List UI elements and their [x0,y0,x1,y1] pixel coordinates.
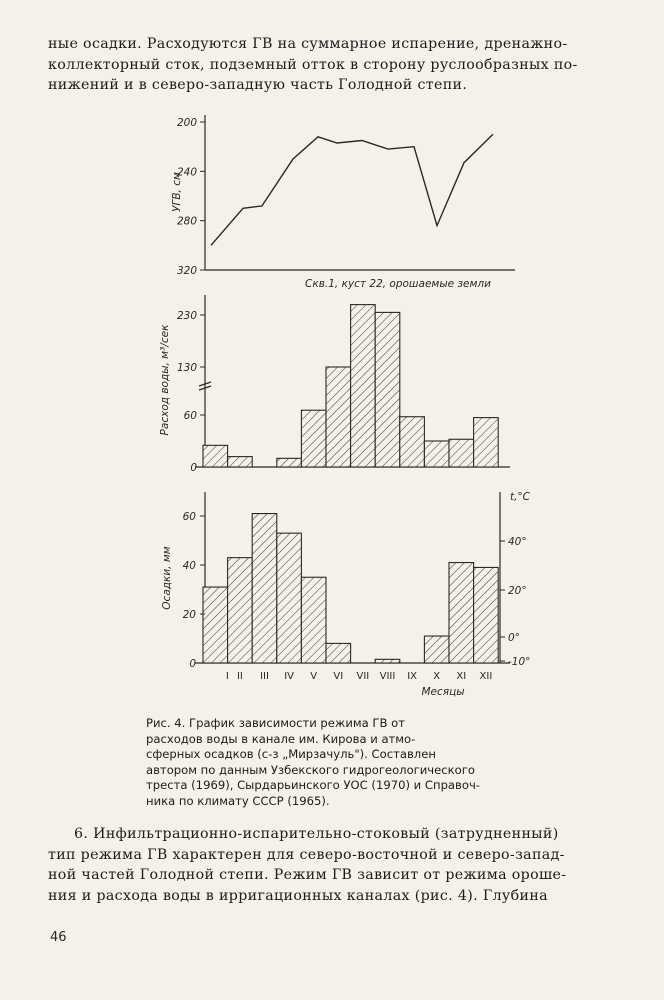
text-line: коллекторный сток, подземный отток в сторону руслообразных по- [48,56,578,73]
temperature-tick-label: -10° [508,656,531,668]
text-line: ния и расхода воды в ирригационных каналах (рис. 4). Глубина [48,887,548,904]
y-tick-label: 20 [182,609,196,621]
month-label: IV [284,671,294,682]
page-number: 46 [50,930,67,945]
precipitation-bar [252,514,277,663]
y-axis-label: Расход воды, м³/сек [159,324,171,436]
discharge-bar [400,417,425,467]
discharge-bar [474,418,499,467]
precipitation-bar [424,636,449,663]
caption-line: треста (1969), Сырдарьинского УОС (1970) и Справоч- [146,778,480,792]
precipitation-bar [326,643,351,663]
precipitation-bar [301,577,326,663]
discharge-bar [375,312,400,467]
month-label: II [236,671,243,682]
precipitation-bar [277,533,302,663]
precipitation-bar [449,563,474,663]
precipitation-bar [375,659,400,663]
y-tick-label: 230 [176,310,197,322]
month-label: XII [479,671,493,682]
y-tick-label: 0 [189,658,196,670]
y-tick-label: 0 [190,462,197,474]
y-tick-label: 40 [182,560,196,572]
discharge-bar [424,441,449,467]
discharge-bar [301,410,326,467]
y-axis-label: УГВ, см [171,172,183,212]
x-axis-label: Месяцы [421,686,465,698]
text-line: нижений и в северо-западную часть Голодной степи. [48,77,468,93]
month-label: X [433,671,441,682]
y-tick-label: 240 [176,166,197,179]
precipitation-chart [161,491,531,698]
month-label: III [260,671,269,682]
caption-line: ника по климату СССР (1965). [146,793,330,808]
water-discharge-chart [159,295,510,474]
caption-line: автором по данным Узбекского гидрогеологического [146,762,475,777]
discharge-bar [277,458,302,467]
temperature-tick-label: 20° [508,585,527,597]
groundwater-level-line [211,134,493,245]
precipitation-bar [228,558,253,663]
discharge-bar [228,457,253,467]
temperature-axis-label: t,°C [509,491,531,503]
discharge-bar [449,439,474,467]
text-line: 6. Инфильтрационно-испарительно-стоковый (затрудненный) [74,826,559,842]
discharge-bar [326,367,351,467]
caption-line: расходов воды в канале им. Кирова и атмо- [146,731,416,746]
y-tick-label: 60 [182,511,196,523]
discharge-bar [351,305,376,467]
y-tick-label: 280 [176,215,197,228]
paragraph-bottom [48,824,628,906]
groundwater-level-chart [171,115,515,290]
caption-line: Рис. 4. График зависимости режима ГВ от [146,716,405,730]
discharge-bar [203,445,228,467]
precipitation-bar [474,567,499,663]
month-label: VII [356,671,370,682]
text-line: тип режима ГВ характерен для северо-восточной и северо-запад- [48,846,565,863]
month-label: XI [456,671,467,682]
figure-caption [146,716,550,809]
y-tick-label: 200 [176,117,197,129]
caption-line: сферных осадков (с-з „Мирзачуль"). Составлен [146,747,436,761]
text-line: ной частей Голодной степи. Режим ГВ зависит от режима ороше- [48,867,567,883]
y-tick-label: 320 [176,265,197,277]
month-label: VIII [379,671,396,682]
y-tick-label: 60 [183,410,197,422]
well-label: Скв.1, куст 22, орошаемые земли [305,278,491,290]
month-label: IX [407,671,418,682]
month-label: I [225,671,229,682]
temperature-tick-label: 0° [508,632,520,644]
temperature-tick-label: 40° [508,536,527,548]
month-label: VI [333,671,344,682]
y-axis-label: Осадки, мм [161,546,173,610]
month-label: V [310,671,318,682]
precipitation-bar [203,587,228,663]
text-line: ные осадки. Расходуются ГВ на суммарное испарение, дренажно- [48,36,568,52]
y-tick-label: 130 [176,362,197,374]
